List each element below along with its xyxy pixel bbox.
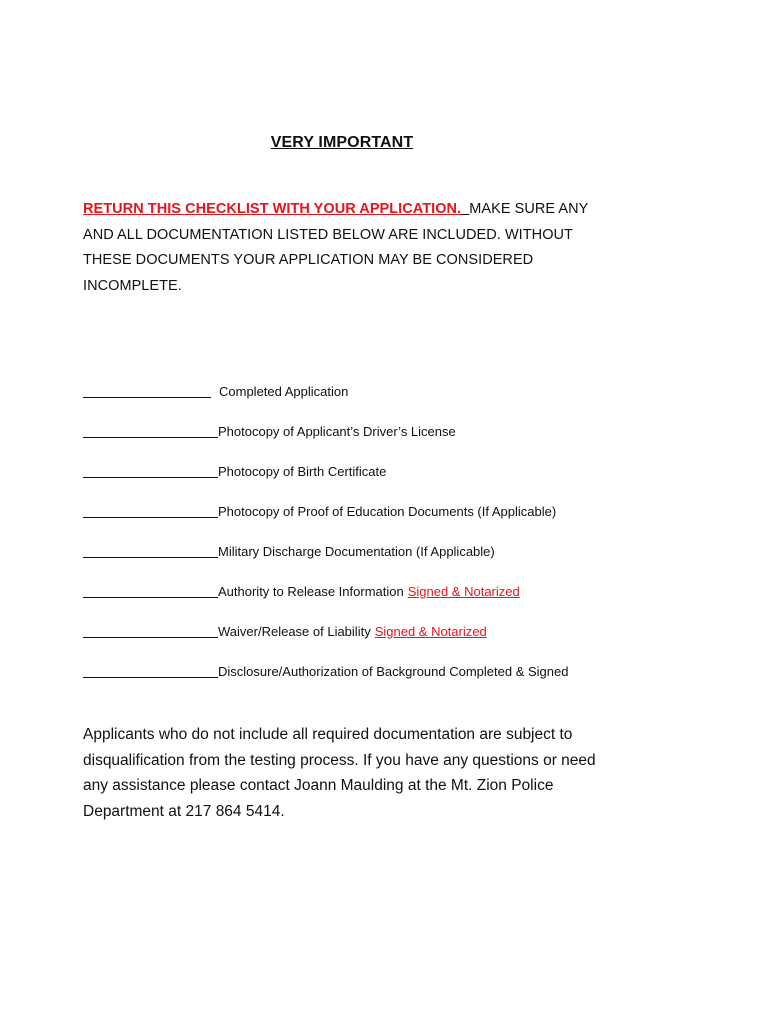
checklist-item-label: Disclosure/Authorization of Background Completed & Signed [218,664,569,679]
closing-paragraph: Applicants who do not include all required documentation are subject to disqualification from the testing process. If you have any questions or need any assistance please contact Joann Maulding at the Mt. Zion Police Department at 217 864 5414. [83,726,596,820]
checklist-item-label: Photocopy of Proof of Education Documents (If Applicable) [218,504,557,519]
checklist-item-requirement: Signed & Notarized [407,584,520,599]
checklist-item-label: Waiver/Release of Liability [218,624,371,639]
checklist-item-requirement: Signed & Notarized [374,624,487,639]
intro-body: MAKE SURE ANY AND ALL DOCUMENTATION LISTED BELOW ARE INCLUDED. WITHOUT THESE DOCUMENTS YOUR APPLICATION MAY BE CONSIDERED INCOMPLETE. [83,201,589,294]
page-heading: VERY IMPORTANT [270,134,414,151]
checkoff-blank-line[interactable] [83,396,211,398]
checklist-item-label: Photocopy of Applicant’s Driver’s License [218,424,456,439]
checklist-item [83,480,683,520]
checklist-item-label: Photocopy of Birth Certificate [218,464,387,479]
checkoff-blank-line[interactable] [83,596,218,598]
document-checklist [83,360,683,680]
checklist-item [83,440,683,480]
checkoff-blank-line[interactable] [83,636,218,638]
checkoff-blank-line[interactable] [83,516,218,518]
checklist-item [83,640,683,680]
checklist-item [83,400,683,440]
checklist-item [83,520,683,560]
checklist-item-label: Completed Application [219,384,349,399]
checkoff-blank-line[interactable] [83,676,218,678]
checklist-item [83,560,683,600]
checklist-item [83,360,683,400]
checkoff-blank-line[interactable] [83,476,218,478]
intro-paragraph [83,197,603,299]
checklist-item-label: Authority to Release Information [218,584,404,599]
checklist-item-label: Military Discharge Documentation (If Applicable) [218,544,495,559]
checklist-item [83,600,683,640]
checkoff-blank-line[interactable] [83,556,218,558]
checkoff-blank-line[interactable] [83,436,218,438]
intro-emphasis: RETURN THIS CHECKLIST WITH YOUR APPLICATION. [83,201,462,217]
